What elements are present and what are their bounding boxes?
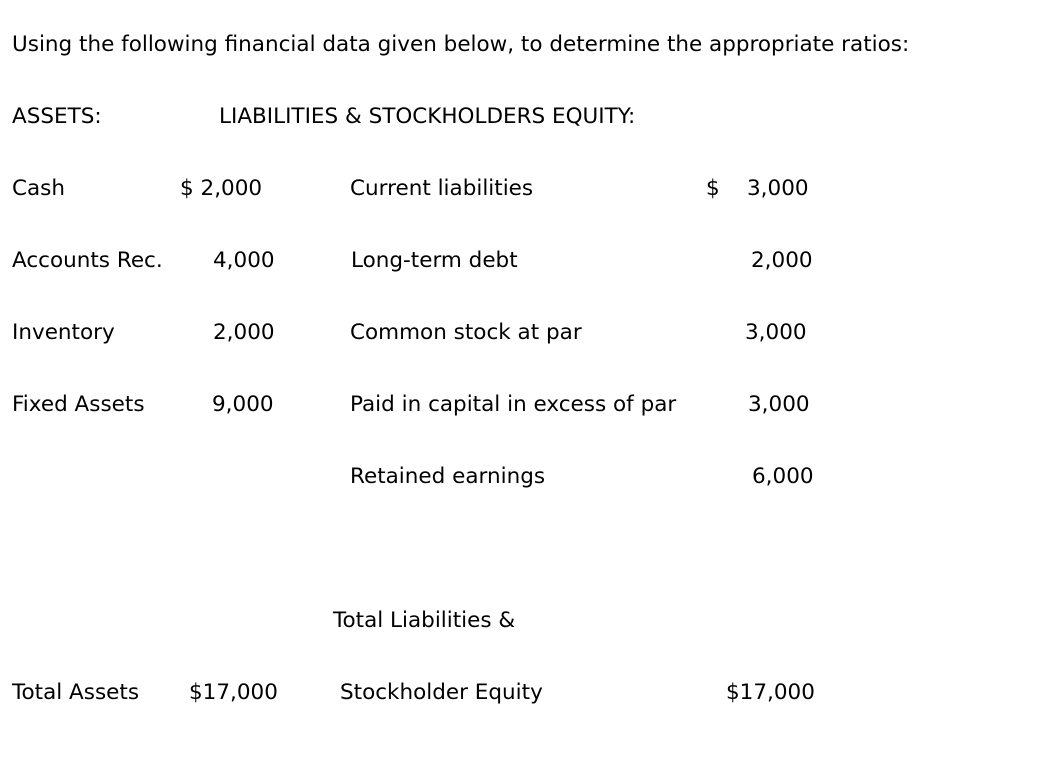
liability-value-paid-in-capital: 3,000 [748, 392, 810, 417]
asset-value-accounts-rec: 4,000 [213, 248, 275, 273]
total-assets-value: $17,000 [189, 680, 278, 705]
total-liabilities-label-line2: Stockholder Equity [340, 680, 543, 705]
liability-label-common-stock: Common stock at par [350, 320, 582, 345]
asset-label-fixed-assets: Fixed Assets [12, 392, 145, 417]
liability-label-long-term-debt: Long-term debt [351, 248, 518, 273]
liability-label-current: Current liabilities [350, 176, 534, 201]
asset-value-inventory: 2,000 [213, 320, 275, 345]
liability-value-common-stock: 3,000 [745, 320, 807, 345]
liability-label-paid-in-capital: Paid in capital in excess of par [350, 392, 677, 417]
asset-value-cash: $ 2,000 [180, 176, 263, 201]
total-liabilities-label-line1: Total Liabilities & [333, 608, 516, 633]
liability-label-retained-earnings: Retained earnings [350, 464, 546, 489]
liability-value-retained-earnings: 6,000 [752, 464, 814, 489]
asset-label-inventory: Inventory [12, 320, 115, 345]
liability-value-current: 3,000 [747, 176, 809, 201]
asset-value-fixed-assets: 9,000 [212, 392, 274, 417]
liability-value-long-term-debt: 2,000 [751, 248, 813, 273]
assets-header: ASSETS: [12, 104, 102, 129]
liabilities-header: LIABILITIES & STOCKHOLDERS EQUITY: [219, 104, 636, 129]
total-assets-label: Total Assets [12, 680, 140, 705]
asset-label-accounts-rec: Accounts Rec. [12, 248, 163, 273]
total-liabilities-value: $17,000 [726, 680, 815, 705]
liability-currency-current: $ [706, 176, 720, 201]
asset-label-cash: Cash [12, 176, 66, 201]
instruction-text: Using the following financial data given below, to determine the appropriate ratios: [12, 32, 910, 57]
